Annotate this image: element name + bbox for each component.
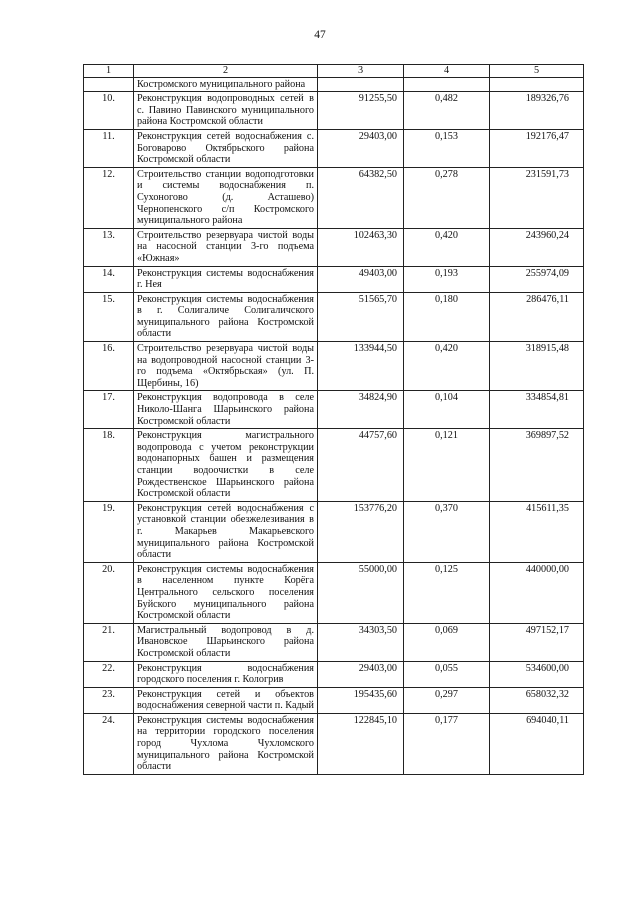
row-number-cell: 11. xyxy=(84,129,134,167)
cost-cell: 34824,90 xyxy=(318,391,404,429)
table-row xyxy=(84,228,584,266)
capacity-cell: 0,420 xyxy=(404,228,490,266)
table-row xyxy=(84,77,584,92)
capacity-cell: 0,055 xyxy=(404,661,490,687)
cost-cell: 64382,50 xyxy=(318,167,404,228)
cost-cell: 44757,60 xyxy=(318,429,404,502)
row-number-cell xyxy=(84,77,134,92)
table-row xyxy=(84,429,584,502)
capacity-cell: 0,482 xyxy=(404,92,490,130)
row-number-cell: 12. xyxy=(84,167,134,228)
row-number-cell: 17. xyxy=(84,391,134,429)
object-name-cell: Реконструкция водоснабжения городского поселения г. Кологрив xyxy=(134,661,318,687)
page-number: 47 xyxy=(314,29,326,41)
object-name-cell: Реконструкция сетей водоснабжения с. Боговарово Октябрьского района Костромской области xyxy=(134,129,318,167)
table-row xyxy=(84,623,584,661)
cost-table xyxy=(83,64,584,775)
capacity-cell: 0,370 xyxy=(404,501,490,562)
column-header: 4 xyxy=(404,65,490,78)
row-number-cell: 22. xyxy=(84,661,134,687)
object-name-cell: Реконструкция системы водоснабжения в г. Солигаличе Солигаличского муниципального района Костромской области xyxy=(134,292,318,341)
row-number-cell: 20. xyxy=(84,562,134,623)
capacity-cell: 0,278 xyxy=(404,167,490,228)
table-row xyxy=(84,661,584,687)
row-number-cell: 16. xyxy=(84,342,134,391)
row-number-cell: 21. xyxy=(84,623,134,661)
object-name-cell: Реконструкция системы водоснабжения на территории городского поселения город Чухлома Чухломского муниципального района Костромской области xyxy=(134,713,318,774)
object-name-cell: Реконструкция системы водоснабжения в населенном пункте Корёга Центрального сельского поселения Буйского муниципального района Костромской области xyxy=(134,562,318,623)
object-name-cell: Строительство резервуара чистой воды на насосной станции 3-го подъема «Южная» xyxy=(134,228,318,266)
object-name-cell: Реконструкция сетей водоснабжения с установкой станции обезжелезивания в г. Макарьев Макарьевского муниципального района Костромской области xyxy=(134,501,318,562)
row-number-cell: 10. xyxy=(84,92,134,130)
unit-cost-cell: 534600,00 xyxy=(490,661,584,687)
row-number-cell: 24. xyxy=(84,713,134,774)
unit-cost-cell: 440000,00 xyxy=(490,562,584,623)
row-number-cell: 23. xyxy=(84,687,134,713)
cost-cell: 102463,30 xyxy=(318,228,404,266)
table-row xyxy=(84,501,584,562)
column-header: 1 xyxy=(84,65,134,78)
object-name-cell: Реконструкция водопровода в селе Николо-Шанга Шарьинского района Костромской области xyxy=(134,391,318,429)
table-row xyxy=(84,292,584,341)
cost-cell: 49403,00 xyxy=(318,266,404,292)
unit-cost-cell: 255974,09 xyxy=(490,266,584,292)
table-row xyxy=(84,713,584,774)
cost-cell: 51565,70 xyxy=(318,292,404,341)
row-number-cell: 15. xyxy=(84,292,134,341)
object-name-cell: Реконструкция системы водоснабжения г. Нея xyxy=(134,266,318,292)
capacity-cell: 0,193 xyxy=(404,266,490,292)
table-row xyxy=(84,391,584,429)
row-number-cell: 19. xyxy=(84,501,134,562)
object-name-cell: Строительство станции водоподготовки и системы водоснабжения п. Сухоногово (д. Асташево) Чернопенского с/п Костромского муниципального района xyxy=(134,167,318,228)
unit-cost-cell: 497152,17 xyxy=(490,623,584,661)
row-number-cell: 18. xyxy=(84,429,134,502)
unit-cost-cell: 231591,73 xyxy=(490,167,584,228)
cost-cell: 91255,50 xyxy=(318,92,404,130)
unit-cost-cell: 192176,47 xyxy=(490,129,584,167)
object-name-cell: Реконструкция магистрального водопровода с учетом реконструкции водонапорных башен и размещения станции водоочистки в селе Рождественское Шарьинского района Костромской области xyxy=(134,429,318,502)
cost-cell: 122845,10 xyxy=(318,713,404,774)
unit-cost-cell: 189326,76 xyxy=(490,92,584,130)
cost-cell: 55000,00 xyxy=(318,562,404,623)
unit-cost-cell: 415611,35 xyxy=(490,501,584,562)
capacity-cell: 0,177 xyxy=(404,713,490,774)
unit-cost-cell: 694040,11 xyxy=(490,713,584,774)
table-row xyxy=(84,266,584,292)
unit-cost-cell: 318915,48 xyxy=(490,342,584,391)
table-row xyxy=(84,92,584,130)
capacity-cell: 0,180 xyxy=(404,292,490,341)
capacity-cell: 0,420 xyxy=(404,342,490,391)
table-row xyxy=(84,167,584,228)
row-number-cell: 13. xyxy=(84,228,134,266)
cost-cell: 133944,50 xyxy=(318,342,404,391)
unit-cost-cell: 243960,24 xyxy=(490,228,584,266)
capacity-cell: 0,121 xyxy=(404,429,490,502)
column-header: 3 xyxy=(318,65,404,78)
cost-cell: 29403,00 xyxy=(318,129,404,167)
cost-cell xyxy=(318,77,404,92)
object-name-cell: Строительство резервуара чистой воды на водопроводной насосной станции 3-го подъема «Октябрьская» (ул. П. Щербины, 16) xyxy=(134,342,318,391)
unit-cost-cell: 369897,52 xyxy=(490,429,584,502)
cost-cell: 195435,60 xyxy=(318,687,404,713)
table-row xyxy=(84,129,584,167)
object-name-cell: Костромского муниципального района xyxy=(134,77,318,92)
capacity-cell xyxy=(404,77,490,92)
unit-cost-cell: 658032,32 xyxy=(490,687,584,713)
cost-cell: 153776,20 xyxy=(318,501,404,562)
cost-cell: 34303,50 xyxy=(318,623,404,661)
table-row xyxy=(84,342,584,391)
object-name-cell: Реконструкция сетей и объектов водоснабжения северной части п. Кадый xyxy=(134,687,318,713)
table-row xyxy=(84,562,584,623)
object-name-cell: Магистральный водопровод в д. Ивановское Шарьинского района Костромской области xyxy=(134,623,318,661)
capacity-cell: 0,297 xyxy=(404,687,490,713)
row-number-cell: 14. xyxy=(84,266,134,292)
unit-cost-cell: 334854,81 xyxy=(490,391,584,429)
table-header-row xyxy=(84,65,584,78)
capacity-cell: 0,153 xyxy=(404,129,490,167)
capacity-cell: 0,104 xyxy=(404,391,490,429)
object-name-cell: Реконструкция водопроводных сетей в с. Павино Павинского муниципального района Костромской области xyxy=(134,92,318,130)
capacity-cell: 0,069 xyxy=(404,623,490,661)
cost-cell: 29403,00 xyxy=(318,661,404,687)
column-header: 2 xyxy=(134,65,318,78)
unit-cost-cell: 286476,11 xyxy=(490,292,584,341)
capacity-cell: 0,125 xyxy=(404,562,490,623)
unit-cost-cell xyxy=(490,77,584,92)
table-row xyxy=(84,687,584,713)
column-header: 5 xyxy=(490,65,584,78)
